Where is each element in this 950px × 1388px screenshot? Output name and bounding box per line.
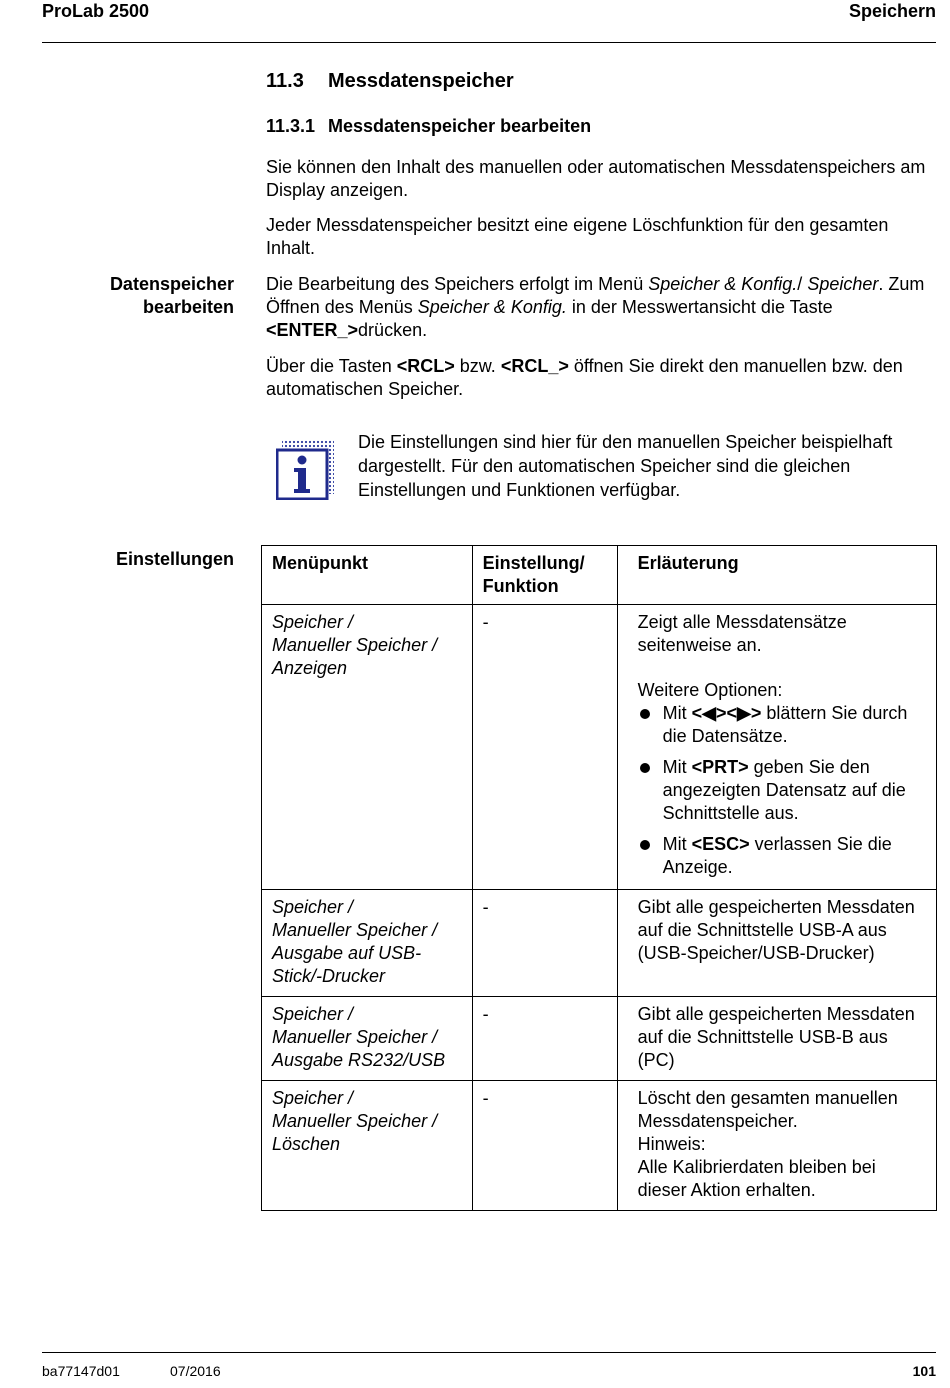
explanation-line: Alle Kalibrierdaten bleiben bei dieser Aktion erhalten. xyxy=(637,1157,876,1200)
menu-path xyxy=(262,605,473,890)
explanation-text: Weitere Optionen: xyxy=(637,680,783,700)
page-number: 101 xyxy=(912,1363,936,1379)
text: Mit xyxy=(662,834,692,854)
menu-ref: Speicher & Konfig. xyxy=(417,297,567,317)
menu-line: Manueller Speicher / xyxy=(272,920,438,940)
list-item xyxy=(638,756,926,825)
setting-value: - xyxy=(472,997,617,1081)
explanation xyxy=(617,605,936,890)
menu-path xyxy=(262,890,473,997)
text: Über die Tasten xyxy=(266,356,397,376)
menu-path xyxy=(262,1081,473,1211)
header-menu: Menüpunkt xyxy=(262,546,473,605)
header-chapter: Speichern xyxy=(848,1,936,21)
text: drücken. xyxy=(358,320,428,340)
header-explanation: Erläuterung xyxy=(617,546,936,605)
header-line: Einstellung/ xyxy=(482,553,585,573)
header-setting xyxy=(472,546,617,605)
paragraph-delete: Jeder Messdatenspeicher besitzt eine eigene Löschfunktion für den gesamten Inhalt. xyxy=(266,215,889,258)
setting-value: - xyxy=(472,605,617,890)
text: Die Bearbeitung des Speichers erfolgt im Menü xyxy=(266,274,649,294)
menu-line: Speicher / xyxy=(272,1004,354,1024)
menu-line: Manueller Speicher / xyxy=(272,1027,438,1047)
text: geben Sie den angezeigten Datensatz auf die Schnittstelle aus. xyxy=(662,757,906,823)
table-row xyxy=(262,890,937,997)
list-item xyxy=(638,702,926,748)
table-header-row xyxy=(262,546,937,605)
side-label-line: Datenspeicher xyxy=(109,274,234,294)
text: blättern Sie durch die Datensätze. xyxy=(662,703,908,746)
key-ref: <PRT> xyxy=(691,757,749,777)
text: verlassen Sie die Anzeige. xyxy=(662,834,892,877)
menu-ref: Speicher xyxy=(807,274,879,294)
subsection-title: Messdatenspeicher bearbeiten xyxy=(328,116,592,136)
side-label-datenspeicher xyxy=(110,273,234,319)
section-title: Messdatenspeicher xyxy=(328,70,514,92)
text: / xyxy=(797,274,808,294)
menu-line: Speicher / xyxy=(272,612,354,632)
list-item xyxy=(638,833,926,879)
menu-line: Löschen xyxy=(272,1134,341,1154)
footer-date: 07/2016 xyxy=(170,1363,221,1379)
text: Mit xyxy=(662,757,692,777)
paragraph-menu xyxy=(266,273,938,342)
menu-line: Speicher / xyxy=(272,1088,354,1108)
side-label-line: bearbeiten xyxy=(142,297,234,317)
explanation-text: Zeigt alle Messdatensätze seitenweise an. xyxy=(637,612,847,655)
text: in der Messwertansicht die Taste xyxy=(566,297,833,317)
paragraph-intro: Sie können den Inhalt des manuellen oder automatischen Messdatenspeichers am Display anzeigen. xyxy=(266,157,926,200)
explanation: Gibt alle gespeicherten Messdaten auf die Schnittstelle USB-B aus (PC) xyxy=(617,997,936,1081)
explanation-line: Hinweis: xyxy=(637,1134,706,1154)
table-row xyxy=(262,1081,937,1211)
settings-table xyxy=(261,545,937,1211)
key-ref: <RCL_> xyxy=(500,356,569,376)
explanation xyxy=(617,1081,936,1211)
explanation: Gibt alle gespeicherten Messdaten auf die Schnittstelle USB-A aus (USB-Speicher/USB-Drucker) xyxy=(617,890,936,997)
info-note-text: Die Einstellungen sind hier für den manuellen Speicher beispielhaft dargestellt. Für den automatischen Speicher sind die gleichen Einstellungen und Funktionen verfügbar. xyxy=(358,432,893,500)
header-line: Funktion xyxy=(482,576,559,596)
key-ref: <ESC> xyxy=(691,834,750,854)
header-product: ProLab 2500 xyxy=(42,1,150,21)
text: bzw. xyxy=(454,356,501,376)
side-label-einstellungen: Einstellungen xyxy=(115,549,234,569)
text: öffnen Sie direkt den manuellen bzw. den automatischen Speicher. xyxy=(266,356,903,399)
menu-line: Speicher / xyxy=(272,897,354,917)
menu-ref: Speicher & Konfig. xyxy=(648,274,798,294)
footer-doc-id: ba77147d01 xyxy=(42,1363,120,1379)
info-icon xyxy=(276,440,334,500)
menu-line: Manueller Speicher / xyxy=(272,1111,438,1131)
key-ref: <◀><▶> xyxy=(691,703,762,723)
setting-value: - xyxy=(472,890,617,997)
menu-line: Manueller Speicher / xyxy=(272,635,438,655)
menu-line: Ausgabe RS232/USB xyxy=(272,1050,446,1070)
table-row xyxy=(262,605,937,890)
menu-line: Ausgabe auf USB-Stick/-Drucker xyxy=(272,943,422,986)
paragraph-keys xyxy=(266,355,938,401)
option-list xyxy=(638,702,926,879)
subsection-number: 11.3.1 xyxy=(266,116,316,136)
key-ref: <RCL> xyxy=(396,356,455,376)
text: Mit xyxy=(662,703,692,723)
menu-line: Anzeigen xyxy=(272,658,348,678)
section-heading xyxy=(266,70,514,93)
explanation-line: Löscht den gesamten manuellen Messdatenspeicher. xyxy=(637,1088,898,1131)
section-number: 11.3 xyxy=(266,70,304,92)
key-ref: <ENTER_> xyxy=(266,320,359,340)
footer-rule xyxy=(42,1352,936,1353)
text: . Zum Öffnen des Menüs xyxy=(266,274,925,317)
header-rule xyxy=(42,42,936,43)
table-row xyxy=(262,997,937,1081)
setting-value: - xyxy=(472,1081,617,1211)
menu-path xyxy=(262,997,473,1081)
subsection-heading xyxy=(266,116,591,137)
